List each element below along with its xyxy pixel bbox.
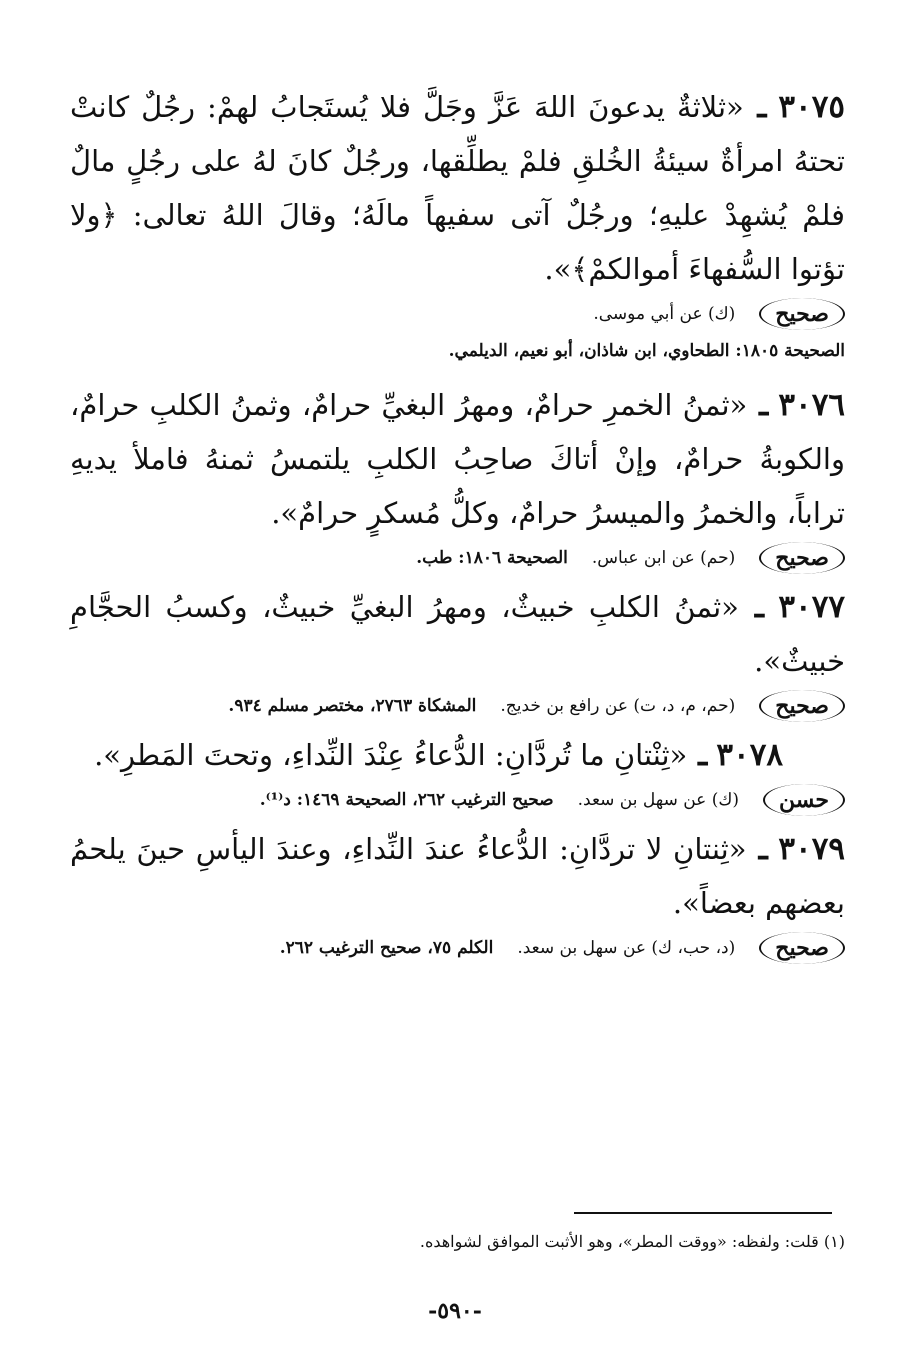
reference-line: الصحيحة ١٨٠٥: الطحاوي، ابن شاذان، أبو نعيم، الديلمي.: [448, 341, 845, 361]
grade-badge: حسن: [763, 784, 845, 816]
hadith-3078: ٣٠٧٨ ـ «ثِنْتانِ ما تُردَّانِ: الدُّعاءُ عِنْدَ النِّداءِ، وتحتَ المَطرِ».: [94, 737, 783, 773]
grade-badge: صحيح: [759, 298, 845, 330]
hadith-source-line: [70, 784, 845, 816]
hadith-text: «ثِنْتانِ ما تُردَّانِ: الدُّعاءُ عِنْدَ النِّداءِ، وتحتَ المَطرِ».: [94, 738, 688, 772]
hadith-text: «ثِنتانِ لا تردَّانِ: الدُّعاءُ عندَ النِّداءِ، وعندَ اليأسِ حينَ يلحمُ بعضهم بعضاً».: [70, 832, 845, 920]
page-body: [70, 80, 845, 970]
hadith-text: «ثمنُ الخمرِ حرامٌ، ومهرُ البغيِّ حرامٌ، وثمنُ الكلبِ حرامٌ، والكوبةُ حرامٌ، وإنْ أتاكَ صاحِبُ الكلبِ يلتمسُ ثمنهُ فاملأ يديهِ تراباً، والخمرُ والميسرُ حرامٌ، وكلُّ مُسكرٍ حرامٌ».: [70, 388, 845, 530]
hadith-text: «ثمنُ الكلبِ خبيثٌ، ومهرُ البغيِّ خبيثٌ، وكسبُ الحجَّامِ خبيثٌ».: [70, 590, 845, 678]
grade-badge: صحيح: [759, 932, 845, 964]
reference: صحيح الترغيب ٢٦٢، الصحيحة ١٤٦٩: د⁽¹⁾.: [259, 790, 554, 810]
reference: الصحيحة ١٨٠٦: طب.: [416, 548, 568, 568]
grade-badge: صحيح: [759, 690, 845, 722]
narrator-source: (ك) عن أبي موسى.: [593, 304, 736, 324]
narrator-source: (حم) عن ابن عباس.: [591, 548, 736, 568]
hadith-3079: ٣٠٧٩ ـ «ثِنتانِ لا تردَّانِ: الدُّعاءُ عندَ النِّداءِ، وعندَ اليأسِ حينَ يلحمُ بعضهم بعضاً».: [70, 831, 846, 920]
hadith-source-line: [70, 690, 845, 722]
hadith-number: ٣٠٧٩: [778, 831, 846, 867]
page-number: -٥٩٠-: [428, 1298, 482, 1324]
hadith-number: ٣٠٧٥: [778, 89, 846, 125]
hadith-3077: ٣٠٧٧ ـ «ثمنُ الكلبِ خبيثٌ، ومهرُ البغيِّ خبيثٌ، وكسبُ الحجَّامِ خبيثٌ».: [70, 589, 846, 678]
hadith-number: ٣٠٧٧: [778, 589, 846, 625]
narrator-source: (حم، م، د، ت) عن رافع بن خديج.: [500, 696, 736, 716]
hadith-text: «ثلاثةٌ يدعونَ اللهَ عَزَّ وجَلَّ فلا يُستَجابُ لهمْ: رجُلٌ كانتْ تحتهُ امرأةٌ سيئةُ الخُلقِ فلمْ يطلِّقها، ورجُلٌ كانَ لهُ على رجُلٍ مالٌ فلمْ يُشهِدْ عليهِ؛ ورجُلٌ آتى سفيهاً مالَهُ؛ وقالَ اللهُ تعالى: ﴿ولا تؤتوا السُّفهاءَ أموالكمْ﴾».: [70, 90, 845, 286]
hadith-3076: ٣٠٧٦ ـ «ثمنُ الخمرِ حرامٌ، ومهرُ البغيِّ حرامٌ، وثمنُ الكلبِ حرامٌ، والكوبةُ حرامٌ، وإنْ أتاكَ صاحِبُ الكلبِ يلتمسُ ثمنهُ فاملأ يديهِ تراباً، والخمرُ والميسرُ حرامٌ، وكلُّ مُسكرٍ حرامٌ».: [70, 387, 845, 530]
reference: الكلم ٧٥، صحيح الترغيب ٢٦٢.: [279, 938, 494, 958]
hadith-source-line: [70, 932, 845, 964]
footnote: (١) قلت: ولفظه: «ووقت المطر»، وهو الأثبت الموافق لشواهده.: [419, 1232, 845, 1251]
hadith-number: ٣٠٧٨: [716, 737, 783, 773]
hadith-source-line: [70, 298, 845, 330]
hadith-source-line: [70, 542, 845, 574]
hadith-number: ٣٠٧٦: [778, 387, 845, 423]
grade-badge: صحيح: [759, 542, 845, 574]
narrator-source: (ك) عن سهل بن سعد.: [577, 790, 740, 810]
narrator-source: (د، حب، ك) عن سهل بن سعد.: [517, 938, 736, 958]
hadith-3075: ٣٠٧٥ ـ «ثلاثةٌ يدعونَ اللهَ عَزَّ وجَلَّ فلا يُستَجابُ لهمْ: رجُلٌ كانتْ تحتهُ امرأةٌ سيئةُ الخُلقِ فلمْ يطلِّقها، ورجُلٌ كانَ لهُ على رجُلٍ مالٌ فلمْ يُشهِدْ عليهِ؛ ورجُلٌ آتى سفيهاً مالَهُ؛ وقالَ اللهُ تعالى: ﴿ولا تؤتوا السُّفهاءَ أموالكمْ﴾».: [70, 89, 846, 286]
reference: المشكاة ٢٧٦٣، مختصر مسلم ٩٣٤.: [228, 696, 477, 716]
footnote-divider: [574, 1212, 832, 1214]
